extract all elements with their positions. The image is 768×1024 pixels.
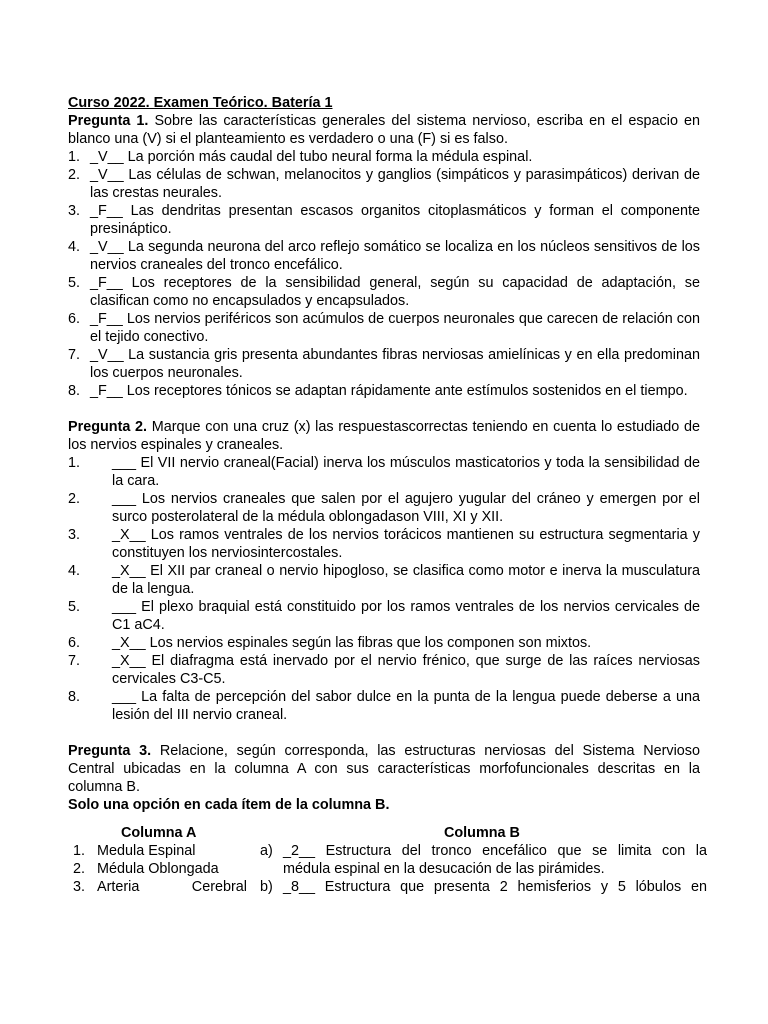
question-2-label: Pregunta 2. [68,419,148,435]
list-item: 6. _X__ Los nervios espinales según las fibras que los componen son mixtos. [68,635,592,651]
question-3-label: Pregunta 3. [68,743,152,759]
question-1-list [68,148,700,400]
list-item: 8. ___ La falta de percepción del sabor dulce en la punta de la lengua puede deberse a una lesión del III nervio craneal. [68,689,700,723]
question-3-note: Solo una opción en cada ítem de la columna B. [68,797,390,813]
exam-title: Curso 2022. Examen Teórico. Batería 1 [68,95,333,111]
list-item: 4. _X__ El XII par craneal o nervio hipogloso, se clasifica como motor e inerva la musculatura de la lengua. [68,563,700,597]
column-a-header: Columna A [121,825,197,841]
question-3-prompt: Pregunta 3. Relacione, según corresponda, las estructuras nerviosas del Sistema Nervioso Central ubicadas en la columna A con sus características morfofuncionales descritas en la columna B. [68,743,701,795]
list-item: 5. ___ El plexo braquial está constituido por los ramos ventrales de los nervios cervicales de C1 aC4. [68,599,700,633]
list-item: 1. ___ El VII nervio craneal(Facial) inerva los músculos masticatorios y toda la sensibilidad de la cara. [68,455,700,489]
matching-row: 2. Médula Oblongada médula espinal en la desucación de las pirámides. [68,860,700,878]
exam-page [68,94,707,896]
column-a-item: Arteria Cerebral [97,879,247,895]
matching-row: 3. Arteria Cerebral b) _8__ Estructura que presenta 2 hemisferios y 5 lóbulos en [73,879,707,895]
list-item: 7. _V__ La sustancia gris presenta abundantes fibras nerviosas amielínicas y en ella predominan los cuerpos neuronales. [68,347,700,381]
question-2-list [68,454,700,724]
column-a-item: Médula Oblongada [97,861,219,877]
question-1-prompt: Pregunta 1. Sobre las características generales del sistema nervioso, escriba en el espacio en blanco una (V) si el planteamiento es verdadero o una (F) si es falso. [68,113,700,147]
question-1-label: Pregunta 1. [68,113,149,129]
list-item: 2. _V__ Las células de schwan, melanocitos y ganglios (simpáticos y parasimpáticos) derivan de las crestas neurales. [68,167,700,201]
column-a-item: Medula Espinal [97,843,196,859]
question-2-prompt: Pregunta 2. Marque con una cruz (x) las respuestascorrectas teniendo en cuenta lo estudiado de los nervios espinales y craneales. [68,419,701,453]
list-item: 6. _F__ Los nervios periféricos son acúmulos de cuerpos neuronales que carecen de relación con el tejido conectivo. [68,311,700,345]
matching-row: 1. Medula Espinal a) _2__ Estructura del tronco encefálico que se limita con la [73,843,707,859]
list-item: 7. _X__ El diafragma está inervado por el nervio frénico, que surge de las raíces nerviosas cervicales C3-C5. [68,653,700,687]
list-item: 3. _X__ Los ramos ventrales de los nervios torácicos mantienen su estructura segmentaria y constituyen los nerviosintercostales. [68,527,700,561]
list-item: 5. _F__ Los receptores de la sensibilidad general, según su capacidad de adaptación, se clasifican como no encapsulados y encapsulados. [68,275,700,309]
list-item: 1. _V__ La porción más caudal del tubo neural forma la médula espinal. [68,149,533,165]
list-item: 3. _F__ Las dendritas presentan escasos organitos citoplasmáticos y forman el componente presináptico. [68,203,700,237]
column-b-item-continued: médula espinal en la desucación de las pirámides. [283,861,605,877]
list-item: 4. _V__ La segunda neurona del arco reflejo somático se localiza en los núcleos sensitivos de los nervios craneales del tronco encefálico. [68,239,700,273]
column-b-item: _8__ Estructura que presenta 2 hemisferios y 5 lóbulos en [283,879,707,895]
columns-header [68,824,700,842]
list-item: 2. ___ Los nervios craneales que salen por el agujero yugular del cráneo y emergen por el surco posterolateral de la médula oblongadason VIII, XI y XII. [68,491,700,525]
list-item: 8. _F__ Los receptores tónicos se adaptan rápidamente ante estímulos sostenidos en el tiempo. [68,383,688,399]
column-b-header: Columna B [444,825,520,841]
column-b-item: _2__ Estructura del tronco encefálico que se limita con la [283,843,707,859]
